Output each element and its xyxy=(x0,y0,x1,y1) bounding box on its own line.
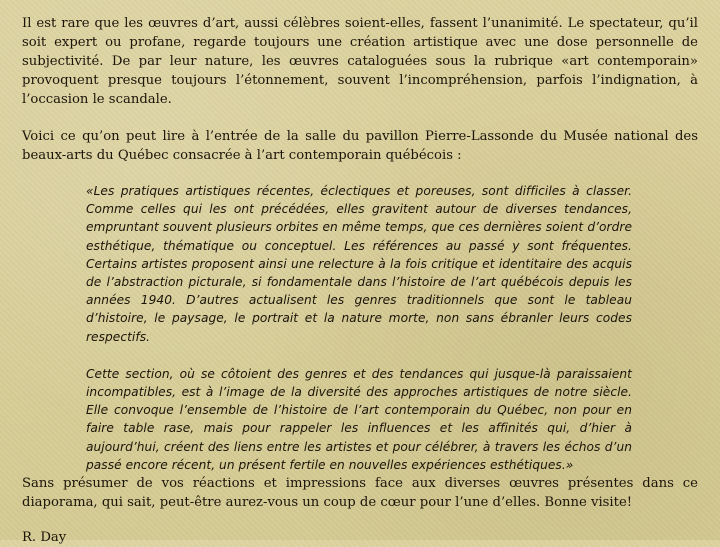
document-body xyxy=(22,14,698,547)
museum-quote xyxy=(22,182,698,474)
closing-paragraph: Sans présumer de vos réactions et impressions face aux diverses œuvres présentes dans ce diaporama, qui sait, peut-être aurez-vous un coup de cœur pour l’une d’elles. Bonne visite! xyxy=(22,476,698,511)
quote-paragraph-2: Cette section, où se côtoient des genres et des tendances qui jusque-là paraissaient incompatibles, est à l’image de la diversité des approches artistiques de notre siècle. Elle convoque l’ensemble de l’histoire de l’art contemporain du Québec, non pour en faire table rase, mais pour rappeler les influences et les affinités qui, d’hier à aujourd’hui, créent des liens entre les artistes et pour célébrer, à travers les échos d’un passé encore récent, un présent fertile en nouvelles expériences esthétiques.» xyxy=(86,366,632,472)
lead-paragraph: Voici ce qu’on peut lire à l’entrée de la salle du pavillon Pierre-Lassonde du Musée national des beaux-arts du Québec consacrée à l’art contemporain québécois : xyxy=(22,129,698,163)
intro-paragraph: Il est rare que les œuvres d’art, aussi célèbres soient-elles, fassent l’unanimité. Le spectateur, qu’il soit expert ou profane, regarde toujours une création artistique avec une dose personnelle de subjectivité. De par leur nature, les œuvres cataloguées sous la rubrique «art contemporain» provoquent presque toujours l’étonnement, souvent l’incompréhension, parfois l’indignation, à l’occasion le scandale. xyxy=(22,16,698,107)
quote-paragraph-1: «Les pratiques artistiques récentes, éclectiques et poreuses, sont difficiles à classer. Comme celles qui les ont précédées, elles gravitent autour de diverses tendances, empruntant souvent plusieurs orbites en même temps, que ces dernières soient d’ordre esthétique, thématique ou conceptuel. Les références au passé y sont fréquentes. Certains artistes proposent ainsi une relecture à la fois critique et identitaire des acquis de l’abstraction picturale, si fondamentale dans l’histoire de l’art québécois depuis les années 1940. D’autres actualisent les genres traditionnels que sont le tableau d’histoire, le paysage, le portrait et la nature morte, non sans ébranler leurs codes respectifs. xyxy=(86,184,632,344)
signature: R. Day xyxy=(22,530,67,546)
